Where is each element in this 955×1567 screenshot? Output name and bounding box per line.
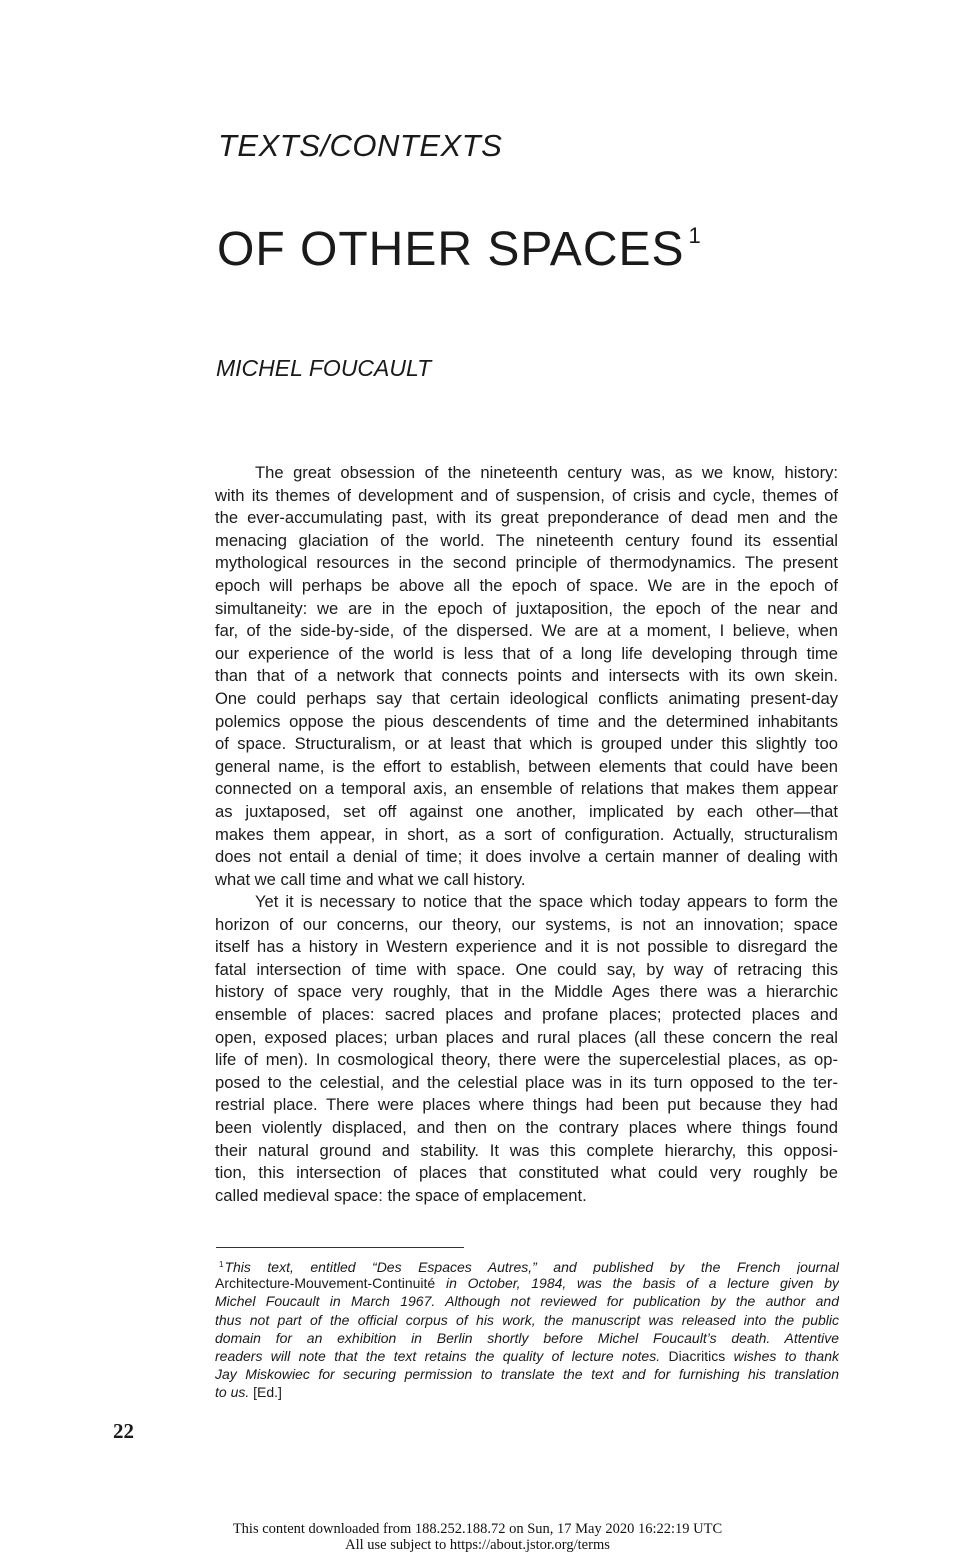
body-line: their natural ground and stability. It was this complete hierarchy, this opposi- bbox=[215, 1140, 838, 1160]
body-line: open, exposed places; urban places and rural places (all these concern the real bbox=[215, 1027, 838, 1047]
page-number: 22 bbox=[113, 1419, 134, 1443]
body-line: tion, this intersection of places that constituted what could very roughly be bbox=[215, 1163, 838, 1183]
body-line: connected on a temporal axis, an ensemble of relations that makes them appear bbox=[215, 779, 838, 799]
jstor-terms-notice: All use subject to https://about.jstor.org/terms bbox=[345, 1537, 610, 1553]
footnote-divider bbox=[216, 1247, 464, 1248]
footnote-marker: 1 bbox=[219, 1260, 224, 1269]
footnote-text: to us. bbox=[215, 1384, 254, 1401]
body-line: our experience of the world is less that of a long life developing through time bbox=[215, 643, 838, 663]
body-line: far, of the side-by-side, of the dispersed. We are at a moment, I believe, when bbox=[215, 621, 838, 641]
body-line: Yet it is necessary to notice that the space which today appears to form the bbox=[255, 892, 838, 911]
body-line: what we call time and what we call history. bbox=[215, 869, 526, 889]
body-line: polemics oppose the pious descendents of time and the determined inhabitants bbox=[215, 711, 838, 731]
body-line: as juxtaposed, set off against one another, implicated by each other—that bbox=[215, 801, 838, 821]
body-line: history of space very roughly, that in the Middle Ages there was a hierarchic bbox=[215, 982, 838, 1002]
journal-name: Diacritics bbox=[668, 1347, 726, 1364]
body-line: menacing glaciation of the world. The nineteenth century found its essential bbox=[215, 530, 838, 550]
footnote-line: Jay Miskowiec for securing permission to translate the text and for furnishing his translation bbox=[215, 1366, 839, 1383]
body-line: fatal intersection of time with space. One could say, by way of retracing this bbox=[215, 959, 838, 979]
body-line: itself has a history in Western experience and it is not possible to disregard the bbox=[215, 937, 838, 957]
paragraph-1 bbox=[215, 462, 838, 891]
footnote-text: wishes to thank bbox=[725, 1347, 839, 1364]
body-line: called medieval space: the space of emplacement. bbox=[215, 1185, 587, 1205]
author-name: MICHEL FOUCAULT bbox=[216, 355, 432, 381]
body-line: restrial place. There were places where things had been put because they had bbox=[215, 1095, 838, 1115]
body-line: with its themes of development and of suspension, of crisis and cycle, themes of bbox=[215, 485, 838, 505]
footnote-line bbox=[215, 1256, 839, 1274]
body-line: does not entail a denial of time; it does involve a certain manner of dealing with bbox=[215, 847, 838, 867]
paragraph-2 bbox=[215, 891, 838, 1207]
footnote bbox=[215, 1256, 839, 1402]
footnote-line bbox=[215, 1383, 839, 1401]
body-line: the ever-accumulating past, with its great preponderance of dead men and the bbox=[215, 508, 838, 528]
footnote-line: Michel Foucault in March 1967. Although not reviewed for publication by the author and bbox=[215, 1293, 839, 1310]
body-line: been violently displaced, and then on the contrary places where things found bbox=[215, 1117, 838, 1137]
footnote-line bbox=[215, 1347, 839, 1365]
body-line: The great obsession of the nineteenth century was, as we know, history: bbox=[255, 463, 838, 482]
body-line: horizon of our concerns, our theory, our systems, is not an innovation; space bbox=[215, 914, 838, 934]
body-line: posed to the celestial, and the celestial place was in its turn opposed to the ter- bbox=[215, 1072, 838, 1092]
body-line: ensemble of places: sacred places and profane places; protected places and bbox=[215, 1004, 838, 1024]
title-footnote-marker[interactable]: 1 bbox=[688, 223, 702, 248]
body-line: makes them appear, in short, as a sort of configuration. Actually, structuralism bbox=[215, 824, 838, 844]
body-line: life of men). In cosmological theory, there were the supercelestial places, as op- bbox=[215, 1050, 838, 1070]
section-label: TEXTS/CONTEXTS bbox=[218, 128, 503, 163]
footnote-text: in October, 1984, was the basis of a lecture given by bbox=[435, 1275, 839, 1292]
jstor-download-notice: This content downloaded from 188.252.188.72 on Sun, 17 May 2020 16:22:19 UTC bbox=[232, 1521, 723, 1537]
body-line: of space. Structuralism, or at least that which is grouped under this slightly too bbox=[215, 734, 838, 754]
body-line: general name, is the effort to establish, between elements that could have been bbox=[215, 756, 838, 776]
footnote-text: readers will note that the text retains the quality of lecture notes. bbox=[215, 1347, 669, 1364]
editor-note: [Ed.] bbox=[253, 1384, 282, 1401]
footnote-text: This text, entitled “Des Espaces Autres,” and published by the French journal bbox=[224, 1259, 839, 1275]
journal-name: Architecture-Mouvement-Continuité bbox=[215, 1275, 436, 1292]
footnote-line bbox=[215, 1274, 839, 1292]
body-line: than that of a network that connects points and intersects with its own skein. bbox=[215, 666, 838, 686]
article-title bbox=[217, 222, 702, 277]
body-line: epoch will perhaps be above all the epoch of space. We are in the epoch of bbox=[215, 575, 838, 595]
body-line: One could perhaps say that certain ideological conflicts animating present-day bbox=[215, 688, 838, 708]
article-title-text: OF OTHER SPACES bbox=[217, 223, 685, 276]
footnote-line: thus not part of the official corpus of his work, the manuscript was released into the public bbox=[215, 1311, 839, 1328]
body-line: mythological resources in the second principle of thermodynamics. The present bbox=[215, 553, 838, 573]
body-line: simultaneity: we are in the epoch of juxtaposition, the epoch of the near and bbox=[215, 598, 838, 618]
footnote-line: domain for an exhibition in Berlin shortly before Michel Foucault’s death. Attentive bbox=[215, 1329, 839, 1346]
